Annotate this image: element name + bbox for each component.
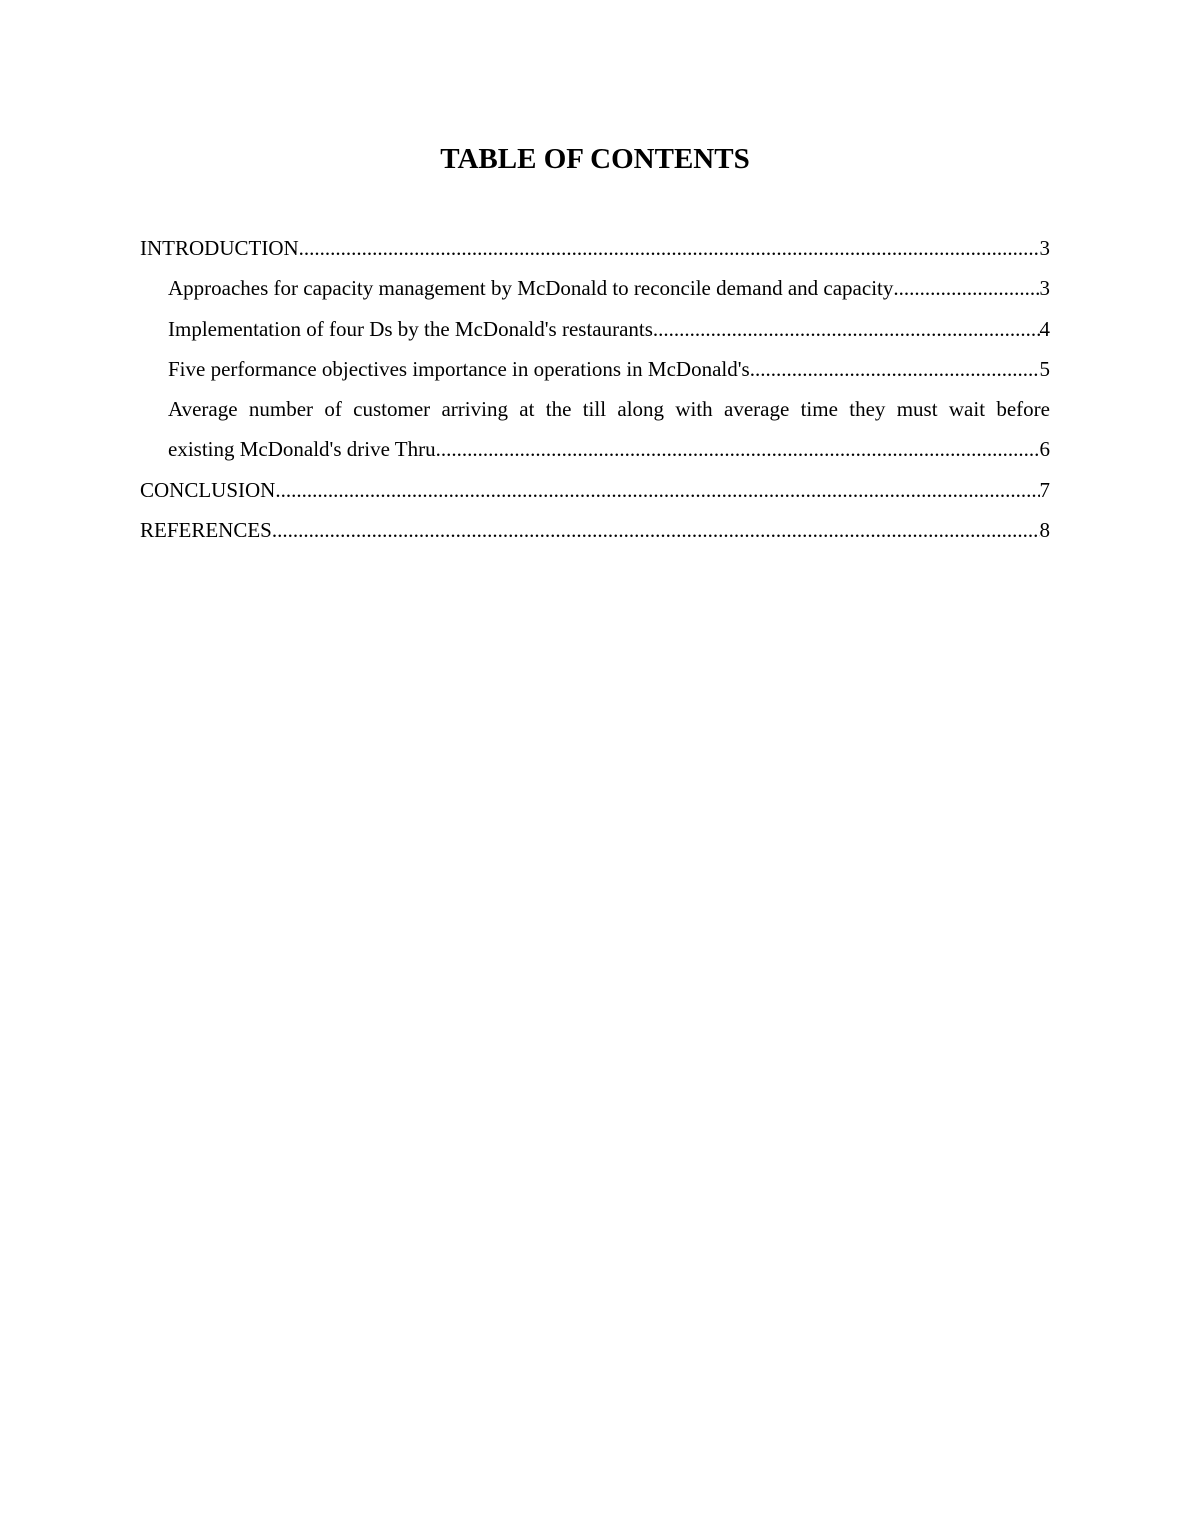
toc-dot-leader bbox=[299, 228, 1040, 268]
toc-entry-conclusion[interactable] bbox=[140, 470, 1050, 510]
toc-page-number: 7 bbox=[1039, 477, 1050, 502]
toc-entry-label: REFERENCES bbox=[140, 518, 272, 543]
toc-page-number: 5 bbox=[1039, 356, 1050, 381]
toc-entry-label: Approaches for capacity management by McDonald to reconcile demand and capacity bbox=[168, 276, 894, 301]
toc-entry-introduction[interactable] bbox=[140, 228, 1050, 268]
toc-entry-second-line bbox=[168, 429, 1050, 469]
toc-dot-leader bbox=[653, 309, 1040, 349]
toc-dot-leader bbox=[436, 429, 1040, 469]
toc-entry-label: CONCLUSION bbox=[140, 477, 276, 502]
toc-page-number: 3 bbox=[1039, 236, 1050, 260]
toc-entry-label-line2: existing McDonald's drive Thru bbox=[168, 437, 436, 462]
toc-list bbox=[140, 228, 1050, 550]
toc-page-number: 4 bbox=[1039, 316, 1050, 341]
toc-entry-performance-objectives[interactable] bbox=[140, 349, 1050, 389]
toc-page-number: 6 bbox=[1039, 437, 1050, 462]
toc-page-number: 3 bbox=[1039, 276, 1050, 301]
toc-entry-label: Implementation of four Ds by the McDonald's restaurants bbox=[168, 316, 653, 341]
toc-entry-label: INTRODUCTION bbox=[140, 236, 299, 260]
toc-dot-leader bbox=[893, 268, 1039, 308]
toc-dot-leader bbox=[275, 470, 1039, 510]
toc-entry-label-line1: Average number of customer arriving at the till along with average time they must wait before bbox=[168, 397, 1050, 422]
toc-dot-leader bbox=[750, 349, 1040, 389]
toc-page-number: 8 bbox=[1039, 518, 1050, 543]
toc-title: TABLE OF CONTENTS bbox=[440, 143, 750, 175]
toc-entry-capacity-management[interactable] bbox=[140, 268, 1050, 308]
toc-entry-drive-thru[interactable] bbox=[140, 389, 1050, 470]
toc-entry-four-ds[interactable] bbox=[140, 309, 1050, 349]
toc-entry-label: Five performance objectives importance in operations in McDonald's bbox=[168, 356, 750, 381]
toc-entry-references[interactable] bbox=[140, 510, 1050, 550]
toc-dot-leader bbox=[272, 510, 1040, 550]
